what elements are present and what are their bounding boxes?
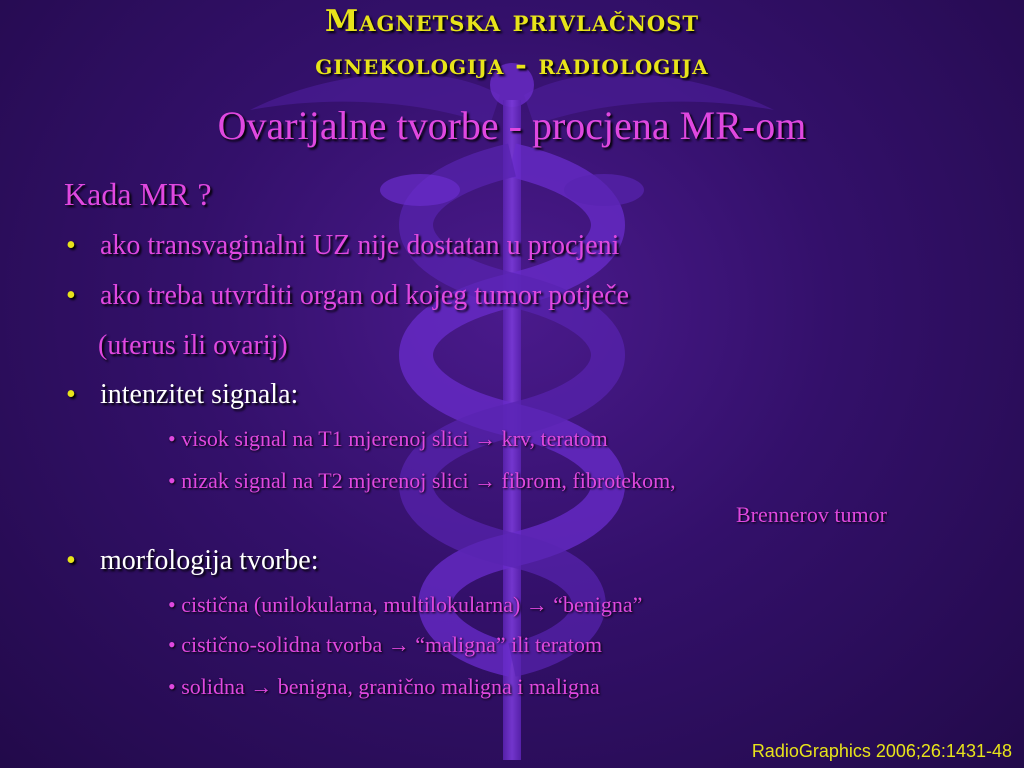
bullet-marker: • xyxy=(66,545,76,576)
bullet-marker: • xyxy=(66,379,76,410)
sub-bullet-continuation: Brennerov tumor xyxy=(736,502,887,527)
bullet-item: morfologija tvorbe: xyxy=(100,545,319,576)
slide-title: Ovarijalne tvorbe - procjena MR-om xyxy=(217,103,807,148)
bullet-item: ako treba utvrditi organ od kojeg tumor potječe xyxy=(100,280,630,311)
sub-bullet-item: • cistična (unilokularna, multilokularna) → “benigna” xyxy=(168,592,643,617)
sub-bullet-item: • nizak signal na T2 mjerenoj slici → fibrom, fibrotekom, xyxy=(168,468,676,493)
bullet-continuation: (uterus ili ovarij) xyxy=(98,330,288,361)
bullet-marker: • xyxy=(66,280,76,311)
citation-footer: RadioGraphics 2006;26:1431-48 xyxy=(751,741,1012,761)
bullet-marker: • xyxy=(66,230,76,261)
header-line-2: ginekologija - radiologija xyxy=(315,48,709,81)
section-heading: Kada MR ? xyxy=(64,176,212,212)
sub-bullet-item: • cistično-solidna tvorba → “maligna” ili teratom xyxy=(168,632,603,657)
header-line-1: Magnetska privlačnost xyxy=(325,4,699,39)
sub-bullet-item: • solidna → benigna, granično maligna i maligna xyxy=(168,674,600,699)
bullet-item: intenzitet signala: xyxy=(100,379,299,410)
bullet-item: ako transvaginalni UZ nije dostatan u procjeni xyxy=(100,230,620,261)
sub-bullet-item: • visok signal na T1 mjerenoj slici → krv, teratom xyxy=(168,426,608,451)
